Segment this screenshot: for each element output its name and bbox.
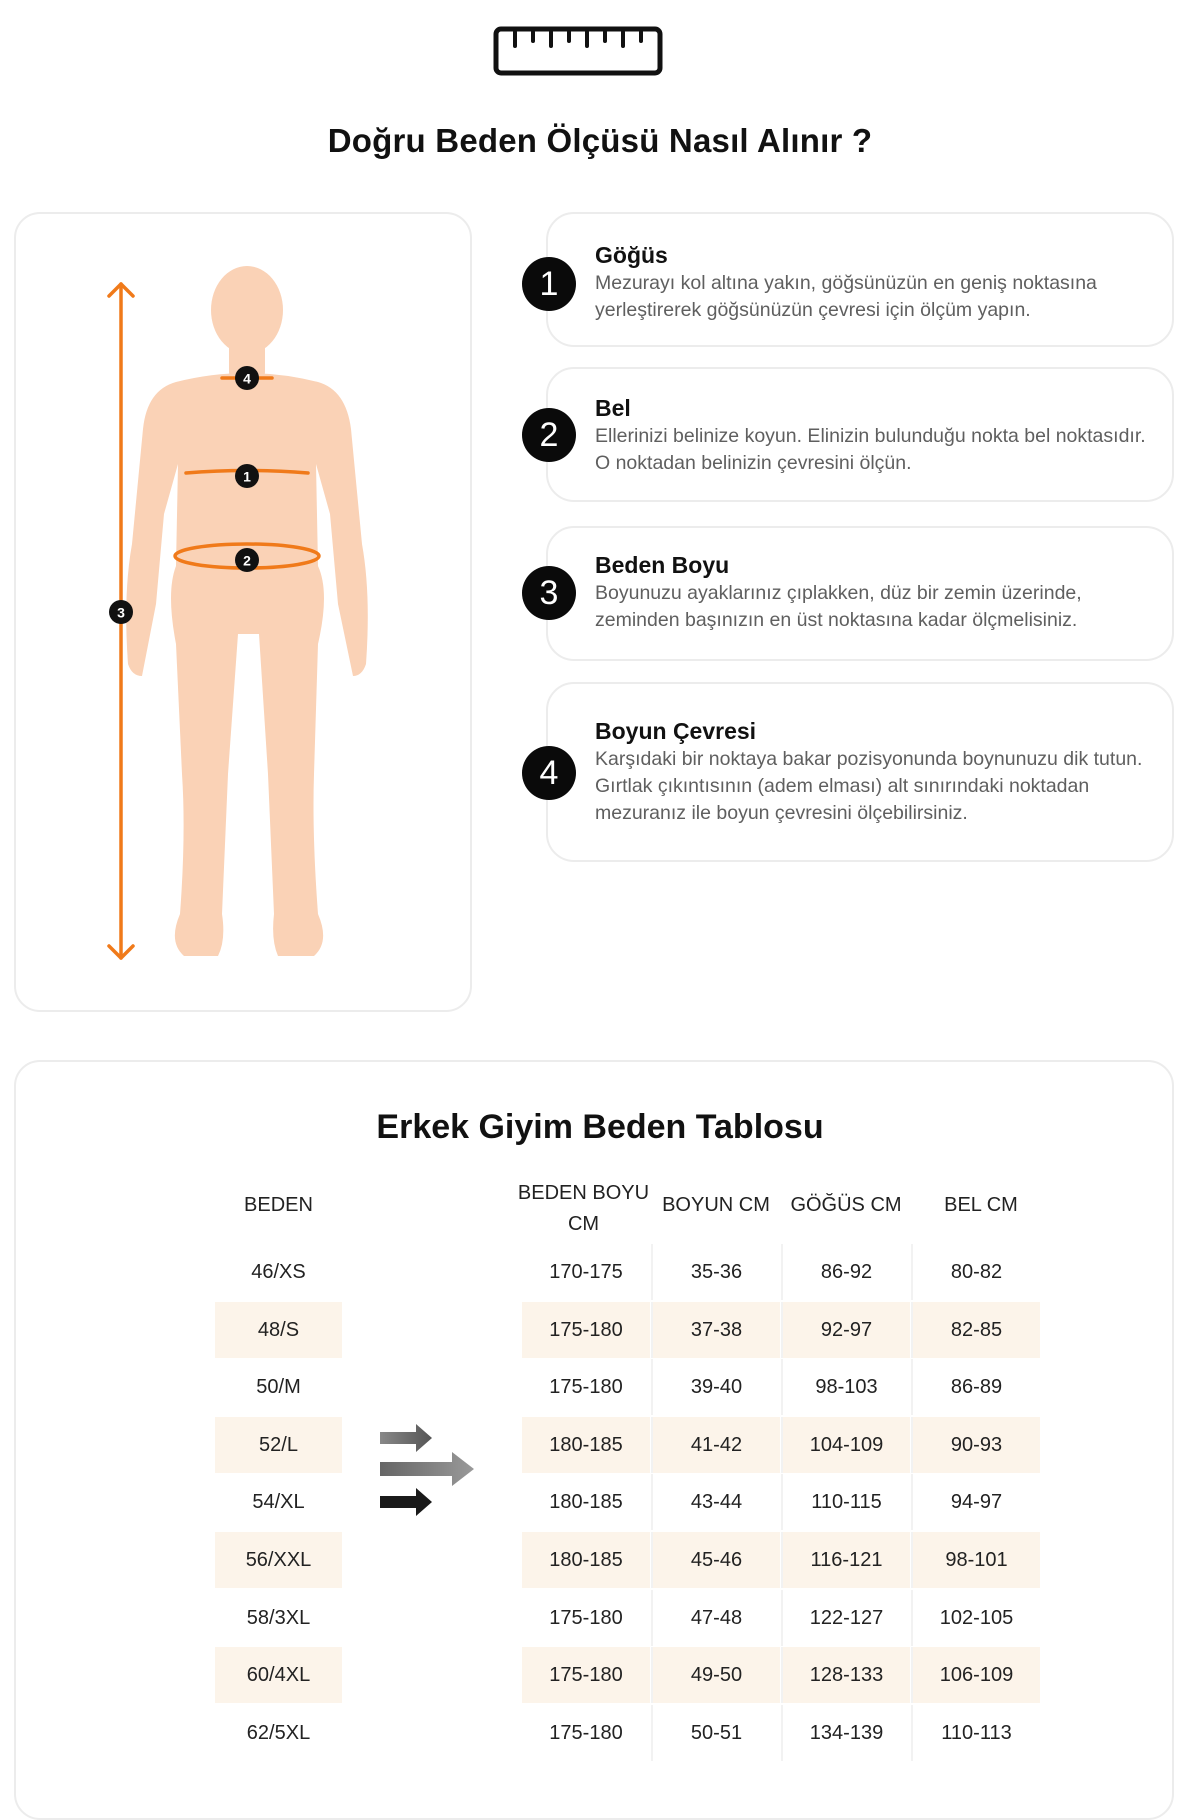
- size-cell: 52/L: [215, 1417, 342, 1473]
- table-cell: 86-92: [781, 1244, 910, 1300]
- table-cell: 86-89: [911, 1359, 1040, 1415]
- table-cell: 180-185: [522, 1532, 650, 1588]
- svg-text:4: 4: [243, 370, 251, 387]
- table-cell: 170-175: [522, 1244, 650, 1300]
- table-cell: 41-42: [651, 1417, 780, 1473]
- table-cell: 49-50: [651, 1647, 780, 1703]
- ruler-icon: [493, 26, 663, 76]
- size-cell: 58/3XL: [215, 1590, 342, 1646]
- table-cell: 106-109: [911, 1647, 1040, 1703]
- table-cell: 82-85: [911, 1302, 1040, 1358]
- table-cell: 90-93: [911, 1417, 1040, 1473]
- body-figure-card: [14, 212, 472, 1012]
- svg-text:1: 1: [243, 468, 251, 485]
- table-cell: 175-180: [522, 1705, 650, 1761]
- table-cell: 102-105: [911, 1590, 1040, 1646]
- step-text-neck: Karşıdaki bir noktaya bakar pozisyonunda boynunuzu dik tutun. Gırtlak çıkıntısının (adem elması) alt sınırındaki noktadan mezuranız ile boyun çevresini ölçebilirsiniz.: [595, 748, 1143, 824]
- table-cell: 104-109: [781, 1417, 910, 1473]
- table-cell: 35-36: [651, 1244, 780, 1300]
- size-cell: 54/XL: [215, 1474, 342, 1530]
- table-cell: 39-40: [651, 1359, 780, 1415]
- col-header-neck: BOYUN CM: [662, 1194, 770, 1216]
- step-text-chest: Mezurayı kol altına yakın, göğsünüzün en geniş noktasına yerleştirerek göğsünüzün çevresi için ölçüm yapın.: [595, 272, 1097, 321]
- table-cell: 110-115: [781, 1474, 910, 1530]
- table-cell: 50-51: [651, 1705, 780, 1761]
- step-title-height: Beden Boyu: [595, 552, 730, 578]
- table-cell: 175-180: [522, 1647, 650, 1703]
- table-cell: 122-127: [781, 1590, 910, 1646]
- col-header-chest: GÖĞÜS CM: [790, 1194, 902, 1216]
- svg-text:2: 2: [243, 552, 251, 569]
- table-cell: 98-103: [781, 1359, 910, 1415]
- step-title-neck: Boyun Çevresi: [595, 718, 757, 744]
- step-number-1: 1: [522, 257, 576, 311]
- size-cell: 50/M: [215, 1359, 342, 1415]
- step-text-waist: Ellerinizi belinize koyun. Elinizin bulunduğu nokta bel noktasıdır. O noktadan belinizin çevresini ölçün.: [595, 425, 1146, 474]
- size-table-title: Erkek Giyim Beden Tablosu: [376, 1108, 824, 1146]
- step-title-waist: Bel: [595, 395, 631, 421]
- size-cell: 56/XXL: [215, 1532, 342, 1588]
- table-cell: 180-185: [522, 1474, 650, 1530]
- col-header-waist: BEL CM: [944, 1194, 1018, 1216]
- step-title-chest: Göğüs: [595, 242, 668, 268]
- table-cell: 92-97: [781, 1302, 910, 1358]
- size-cell: 48/S: [215, 1302, 342, 1358]
- table-cell: 175-180: [522, 1302, 650, 1358]
- body-figure: [16, 214, 474, 1014]
- table-cell: 94-97: [911, 1474, 1040, 1530]
- table-cell: 128-133: [781, 1647, 910, 1703]
- table-cell: 80-82: [911, 1244, 1040, 1300]
- step-text-height: Boyunuzu ayaklarınız çıplakken, düz bir zemin üzerinde, zeminden başınızın en üst noktasına kadar ölçmelisiniz.: [595, 582, 1082, 631]
- table-cell: 175-180: [522, 1590, 650, 1646]
- step-number-3: 3: [522, 566, 576, 620]
- table-cell: 134-139: [781, 1705, 910, 1761]
- table-cell: 45-46: [651, 1532, 780, 1588]
- size-cell: 46/XS: [215, 1244, 342, 1300]
- col-header-size: BEDEN: [244, 1194, 313, 1216]
- table-cell: 47-48: [651, 1590, 780, 1646]
- svg-text:3: 3: [117, 604, 125, 621]
- step-number-2: 2: [522, 408, 576, 462]
- col-header-height: BEDEN BOYU CM: [517, 1182, 650, 1235]
- table-cell: 43-44: [651, 1474, 780, 1530]
- table-cell: 98-101: [911, 1532, 1040, 1588]
- table-cell: 37-38: [651, 1302, 780, 1358]
- size-cell: 62/5XL: [215, 1705, 342, 1761]
- size-cell: 60/4XL: [215, 1647, 342, 1703]
- table-cell: 180-185: [522, 1417, 650, 1473]
- step-number-4: 4: [522, 746, 576, 800]
- table-cell: 110-113: [911, 1705, 1040, 1761]
- table-cell: 175-180: [522, 1359, 650, 1415]
- page-title: Doğru Beden Ölçüsü Nasıl Alınır ?: [327, 122, 873, 159]
- table-cell: 116-121: [781, 1532, 910, 1588]
- arrows-icon: [380, 1424, 480, 1524]
